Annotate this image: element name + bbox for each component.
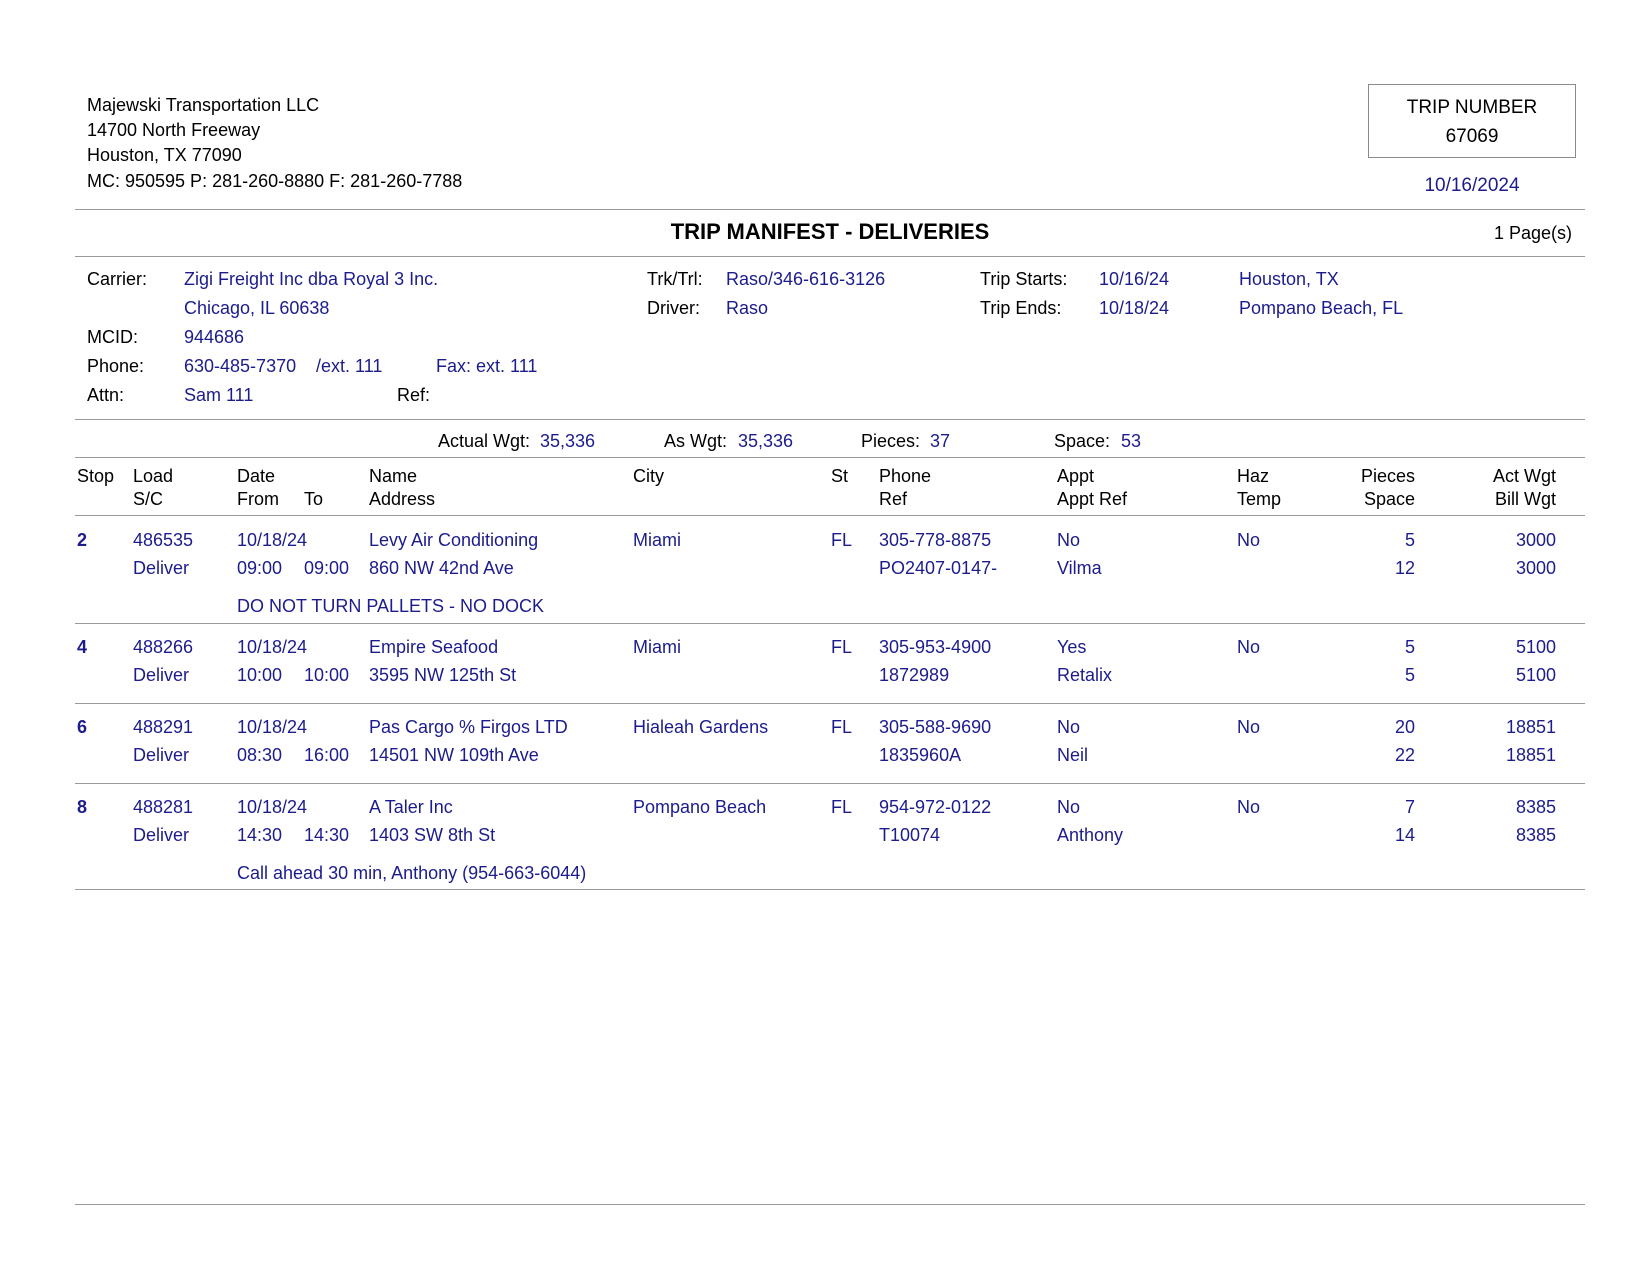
pieces-value: 20 [1394,717,1415,737]
driver-value: Raso [726,298,769,318]
stop-number: 4 [77,637,88,657]
service-code: Deliver [133,745,190,765]
bill-wgt-value: 8385 [1515,825,1556,845]
col-header-temp: Temp [1237,489,1282,509]
col-header-load: Load [133,466,174,486]
col-header-stop: Stop [77,466,115,486]
col-header-haz: Haz [1237,466,1270,486]
haz-flag: No [1237,797,1261,817]
stop-state: FL [831,797,853,817]
trip-number-label: TRIP NUMBER [1406,97,1538,118]
mcid-label: MCID: [87,327,138,347]
appt-ref: Vilma [1057,558,1102,578]
stop-phone: 305-953-4900 [879,637,992,657]
time-to: 10:00 [304,665,350,685]
carrier-label: Carrier: [87,269,148,289]
time-from: 10:00 [237,665,283,685]
trk-label: Trk/Trl: [647,269,703,289]
col-header-bill-wgt: Bill Wgt [1494,489,1556,509]
col-header-appt: Appt [1057,466,1095,486]
stop-number: 2 [77,530,88,550]
stop-number: 8 [77,797,88,817]
stop-city: Hialeah Gardens [633,717,769,737]
mcid-value: 944686 [184,327,245,347]
divider [75,889,1585,890]
service-code: Deliver [133,665,190,685]
divider [75,209,1585,210]
phone-value: 630-485-7370 [184,356,297,376]
haz-flag: No [1237,637,1261,657]
company-city: Houston, TX 77090 [87,145,242,165]
stop-ref: PO2407-0147- [879,558,998,578]
pieces-value: 5 [1404,530,1415,550]
attn-value: Sam 111 [184,385,254,405]
stop-phone: 954-972-0122 [879,797,992,817]
trip-starts-label: Trip Starts: [980,269,1068,289]
col-header-city: City [633,466,664,486]
consignee-name: A Taler Inc [369,797,453,817]
appt-flag: No [1057,530,1081,550]
stop-date: 10/18/24 [237,530,308,550]
consignee-address: 1403 SW 8th St [369,825,496,845]
stop-phone: 305-588-9690 [879,717,992,737]
load-number: 486535 [133,530,194,550]
time-from: 09:00 [237,558,283,578]
phone-label: Phone: [87,356,145,376]
col-header-pieces: Pieces [1360,466,1415,486]
trip-date: 10/16/2024 [1424,175,1520,196]
time-to: 16:00 [304,745,350,765]
act-wgt-value: 8385 [1515,797,1556,817]
stop-note: Call ahead 30 min, Anthony (954-663-6044) [237,863,587,883]
col-header-date: Date [237,466,276,486]
load-number: 488291 [133,717,194,737]
load-number: 488281 [133,797,194,817]
pieces-value: 7 [1404,797,1415,817]
appt-ref: Retalix [1057,665,1113,685]
stop-state: FL [831,530,853,550]
time-from: 08:30 [237,745,283,765]
trip-ends-date: 10/18/24 [1099,298,1170,318]
space-total-value: 53 [1121,431,1142,451]
consignee-address: 860 NW 42nd Ave [369,558,514,578]
stop-note: DO NOT TURN PALLETS - NO DOCK [237,596,545,616]
divider [75,419,1585,420]
col-header-sc: S/C [133,489,164,509]
col-header-st: St [831,466,849,486]
stop-ref: T10074 [879,825,941,845]
divider [75,703,1585,704]
consignee-name: Pas Cargo % Firgos LTD [369,717,568,737]
attn-label: Attn: [87,385,125,405]
pieces-total-label: Pieces: [861,431,921,451]
divider [75,515,1585,516]
trip-starts-date: 10/16/24 [1099,269,1170,289]
consignee-name: Levy Air Conditioning [369,530,539,550]
company-street: 14700 North Freeway [87,120,261,140]
col-header-act-wgt: Act Wgt [1492,466,1556,486]
space-value: 14 [1394,825,1415,845]
appt-ref: Anthony [1057,825,1124,845]
divider [75,256,1585,257]
actual-wgt-label: Actual Wgt: [438,431,531,451]
page-title: TRIP MANIFEST - DELIVERIES [670,219,990,244]
carrier-city: Chicago, IL 60638 [184,298,330,318]
col-header-address: Address [369,489,436,509]
as-wgt-label: As Wgt: [664,431,728,451]
trip-ends-city: Pompano Beach, FL [1239,298,1404,318]
appt-flag: No [1057,797,1081,817]
time-from: 14:30 [237,825,283,845]
stop-city: Miami [633,637,681,657]
time-to: 14:30 [304,825,350,845]
col-header-name: Name [369,466,418,486]
appt-flag: No [1057,717,1081,737]
haz-flag: No [1237,530,1261,550]
stop-number: 6 [77,717,88,737]
bill-wgt-value: 18851 [1505,745,1556,765]
divider [75,457,1585,458]
act-wgt-value: 18851 [1505,717,1556,737]
col-header-phone: Phone [879,466,932,486]
col-header-ref: Ref [879,489,908,509]
space-value: 12 [1394,558,1415,578]
stop-date: 10/18/24 [237,717,308,737]
space-total-label: Space: [1054,431,1111,451]
act-wgt-value: 5100 [1515,637,1556,657]
driver-label: Driver: [647,298,700,318]
col-header-to: To [304,489,324,509]
trip-ends-label: Trip Ends: [980,298,1062,318]
consignee-address: 14501 NW 109th Ave [369,745,539,765]
divider [75,623,1585,624]
fax-value: Fax: ext. 111 [436,356,538,376]
col-header-from: From [237,489,279,509]
space-value: 5 [1404,665,1415,685]
company-name: Majewski Transportation LLC [87,95,320,115]
footer-divider [75,1204,1585,1205]
page-count: 1 Page(s) [1493,223,1572,243]
company-contact: MC: 950595 P: 281-260-8880 F: 281-260-7788 [87,171,463,191]
ref-label: Ref: [397,385,431,405]
time-to: 09:00 [304,558,350,578]
stop-date: 10/18/24 [237,797,308,817]
stop-city: Pompano Beach [633,797,767,817]
load-number: 488266 [133,637,194,657]
divider [75,783,1585,784]
trip-number: 67069 [1445,126,1499,147]
consignee-name: Empire Seafood [369,637,499,657]
stop-ref: 1835960A [879,745,962,765]
service-code: Deliver [133,825,190,845]
pieces-value: 5 [1404,637,1415,657]
as-wgt-value: 35,336 [738,431,794,451]
haz-flag: No [1237,717,1261,737]
stop-ref: 1872989 [879,665,950,685]
space-value: 22 [1394,745,1415,765]
stop-phone: 305-778-8875 [879,530,992,550]
trk-value: Raso/346-616-3126 [726,269,886,289]
bill-wgt-value: 5100 [1515,665,1556,685]
act-wgt-value: 3000 [1515,530,1556,550]
bill-wgt-value: 3000 [1515,558,1556,578]
col-header-space: Space [1363,489,1415,509]
stop-city: Miami [633,530,681,550]
appt-flag: Yes [1057,637,1087,657]
actual-wgt-value: 35,336 [540,431,596,451]
stop-date: 10/18/24 [237,637,308,657]
appt-ref: Neil [1057,745,1089,765]
consignee-address: 3595 NW 125th St [369,665,517,685]
col-header-appt-ref: Appt Ref [1057,489,1128,509]
pieces-total-value: 37 [930,431,951,451]
service-code: Deliver [133,558,190,578]
trip-starts-city: Houston, TX [1239,269,1339,289]
phone-ext: /ext. 111 [316,356,383,376]
stop-state: FL [831,717,853,737]
stop-state: FL [831,637,853,657]
carrier-name: Zigi Freight Inc dba Royal 3 Inc. [184,269,439,289]
